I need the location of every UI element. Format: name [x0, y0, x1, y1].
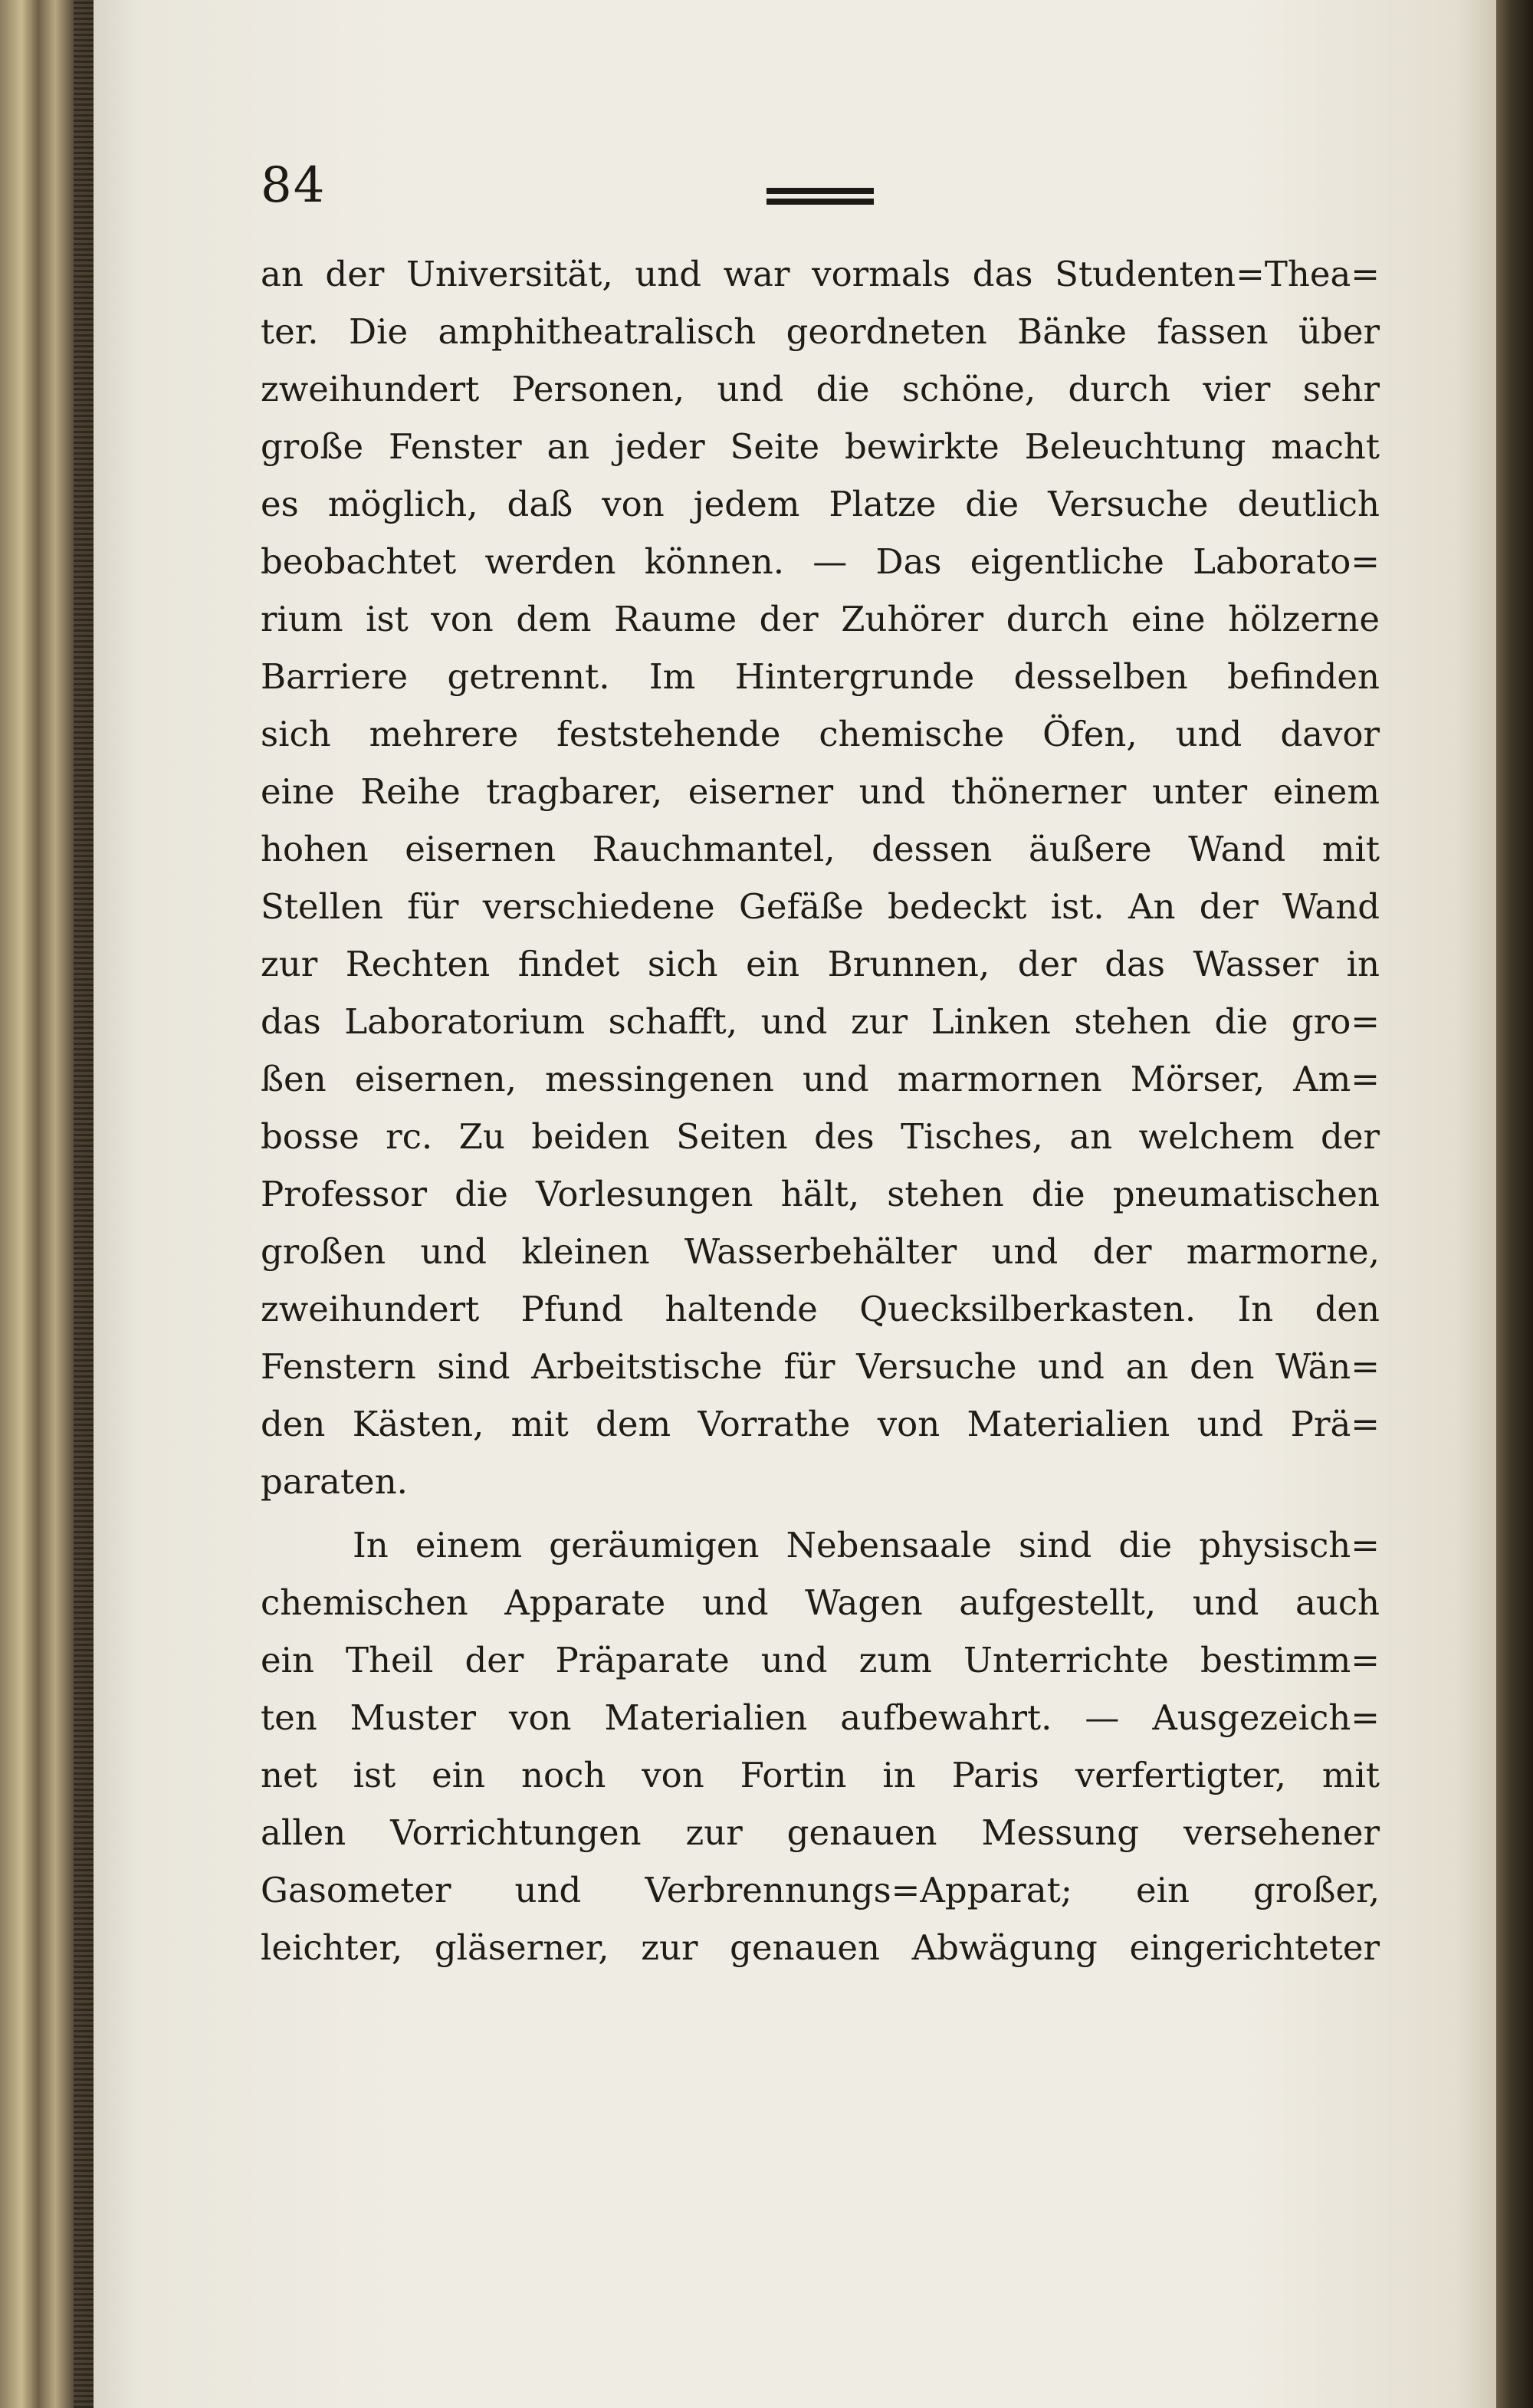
text-line: Stellen für verschiedene Gefäße bedeckt ist. An der Wand — [261, 886, 1380, 927]
text-line: leichter, gläserner, zur genauen Abwägung eingerichteter — [261, 1927, 1380, 1968]
text-line: an der Universität, und war vormals das Studenten=Thea= — [261, 254, 1380, 294]
text-line: es möglich, daß von jedem Platze die Versuche deutlich — [261, 484, 1380, 524]
paragraph-gap — [261, 1510, 1380, 1516]
text-line: ein Theil der Präparate und zum Unterrichte bestimm= — [261, 1640, 1380, 1680]
text-line: Barriere getrennt. Im Hintergrunde desselben befinden — [261, 656, 1380, 697]
text-line: ten Muster von Materialien aufbewahrt. — Ausgezeich= — [261, 1697, 1380, 1738]
text-line: Gasometer und Verbrennungs=Apparat; ein großer, — [261, 1870, 1380, 1910]
page-edges — [74, 0, 94, 2408]
text-line: großen und kleinen Wasserbehälter und der marmorne, — [261, 1231, 1380, 1272]
text-line: allen Vorrichtungen zur genauen Messung versehener — [261, 1812, 1380, 1853]
text-line: große Fenster an jeder Seite bewirkte Beleuchtung macht — [261, 426, 1380, 467]
body-text — [261, 245, 1380, 1976]
text-line: zweihundert Pfund haltende Quecksilberkasten. In den — [261, 1289, 1380, 1329]
text-line: In einem geräumigen Nebensaale sind die physisch= — [353, 1525, 1380, 1565]
text-line: paraten. — [261, 1461, 408, 1502]
text-line: chemischen Apparate und Wagen aufgestellt, und auch — [261, 1582, 1380, 1623]
paragraph-2 — [261, 1516, 1380, 1976]
header-double-rule — [766, 188, 874, 205]
text-line: Fenstern sind Arbeitstische für Versuche und an den Wän= — [261, 1346, 1380, 1387]
text-line: hohen eisernen Rauchmantel, dessen äußere Wand mit — [261, 829, 1380, 869]
text-line: sich mehrere feststehende chemische Öfen, und davor — [261, 714, 1380, 754]
text-line: ter. Die amphitheatralisch geordneten Bänke fassen über — [261, 311, 1380, 352]
text-line: zur Rechten findet sich ein Brunnen, der das Wasser in — [261, 944, 1380, 984]
text-line: ßen eisernen, messingenen und marmornen Mörser, Am= — [261, 1059, 1380, 1099]
text-line: rium ist von dem Raume der Zuhörer durch eine hölzerne — [261, 599, 1380, 639]
text-line: Professor die Vorlesungen hält, stehen die pneumatischen — [261, 1174, 1380, 1214]
paragraph-1 — [261, 245, 1380, 1510]
running-head — [261, 157, 1380, 226]
book-cover-edge — [1496, 0, 1533, 2408]
text-line: beobachtet werden können. — Das eigentliche Laborato= — [261, 541, 1380, 582]
text-line: zweihundert Personen, und die schöne, durch vier sehr — [261, 369, 1380, 409]
text-line: das Laboratorium schafft, und zur Linken stehen die gro= — [261, 1001, 1380, 1042]
text-line: den Kästen, mit dem Vorrathe von Materialien und Prä= — [261, 1404, 1380, 1444]
text-line: net ist ein noch von Fortin in Paris verfertigter, mit — [261, 1755, 1380, 1795]
text-line: eine Reihe tragbarer, eiserner und thönerner unter einem — [261, 771, 1380, 812]
page-number: 84 — [261, 157, 327, 214]
text-line: bosse rc. Zu beiden Seiten des Tisches, an welchem der — [261, 1116, 1380, 1157]
